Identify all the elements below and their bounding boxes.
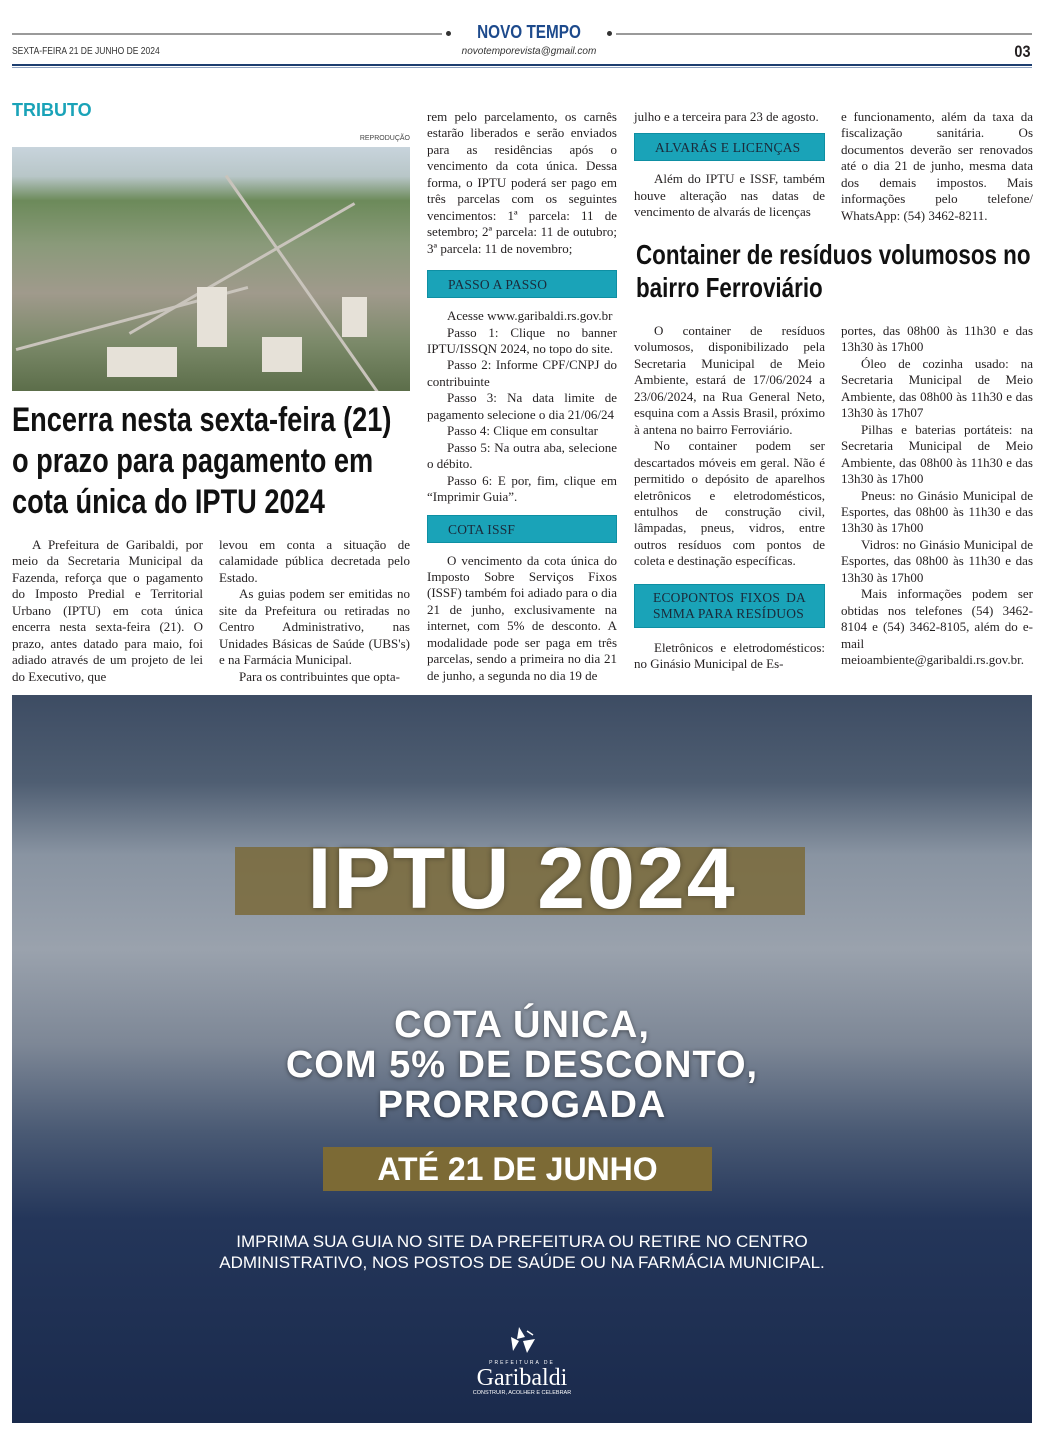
paragraph: Mais informações podem ser obtidas nos telefones (54) 3462-8104 e (54) 3462-8105, além do e-mail meioambiente@garibaldi.rs.gov.br. xyxy=(841,586,1033,668)
instructions-line-1: IMPRIMA SUA GUIA NO SITE DA PREFEITURA OU RETIRE NO CENTRO xyxy=(236,1232,808,1251)
article-column-1 xyxy=(12,537,203,685)
masthead: NOVO TEMPO xyxy=(477,22,581,42)
paragraph: Além do IPTU e ISSF, também houve alteração nas datas de vencimento de alvarás de licenças xyxy=(634,171,825,220)
ad-message xyxy=(12,1005,1032,1125)
paragraph: Para os contribuintes que opta- xyxy=(239,668,401,684)
article-column-2 xyxy=(219,537,410,685)
issue-date: SEXTA-FEIRA 21 DE JUNHO DE 2024 xyxy=(12,46,160,57)
aerial-city-photo xyxy=(12,147,410,391)
article-column-5-top xyxy=(841,109,1033,224)
paragraph: rem pelo parcelamento, os carnês estarão liberados e serão enviados para as residências após o vencimento da cota única. Dessa forma, o IPTU poderá ser pago em três parcelas com os seguintes vencimentos: 1ª parcela: 11 de setembro; 2ª parcela: 11 de outubro; 3ª parcela: 11 de novembro; xyxy=(427,109,617,256)
header-divider-thin xyxy=(12,67,1032,68)
photo-credit: REPRODUÇÃO xyxy=(359,135,410,142)
paragraph: Vidros: no Ginásio Municipal de Esportes, das 08h00 às 11h30 e das 13h30 às 17h00 xyxy=(841,536,1033,585)
ad-title: IPTU 2024 xyxy=(307,831,737,927)
logo-mark-icon xyxy=(505,1325,539,1355)
paragraph: julho e a terceira para 23 de agosto. xyxy=(634,109,819,124)
iptu-advertisement xyxy=(12,695,1032,1423)
article2-column-1 xyxy=(634,323,825,673)
logo-tagline: CONSTRUIR, ACOLHER E CELEBRAR xyxy=(472,1390,572,1396)
contact-email[interactable]: novotemporevista@gmail.com xyxy=(461,46,597,57)
paragraph: levou em conta a situação de calamidade pública decretada pelo Estado. xyxy=(219,537,410,585)
logo-name: Garibaldi xyxy=(476,1365,568,1391)
article-column-3 xyxy=(427,109,617,684)
section-label: TRIBUTO xyxy=(12,100,92,120)
logo-prefix: PREFEITURA DE xyxy=(489,1360,555,1366)
ad-line-3: PRORROGADA xyxy=(377,1084,667,1126)
header-divider xyxy=(12,64,1032,66)
subhead-ecopontos: ECOPONTOS FIXOS DA SMMA PARA RESÍDUOS xyxy=(634,584,825,628)
article2-headline: Container de resíduos volumosos no bairro Ferroviário xyxy=(636,239,1031,303)
paragraph: portes, das 08h00 às 11h30 e das 13h30 às 17h00 xyxy=(841,323,1033,355)
subhead-passo-a-passo: PASSO A PASSO xyxy=(427,270,617,298)
step: Passo 5: Na outra aba, selecione o débito. xyxy=(427,439,617,472)
paragraph: Pilhas e baterias portáteis: na Secretaria Municipal de Meio Ambiente, das 08h00 às 11h30 e das 13h30 às 17h00 xyxy=(841,421,1033,487)
step: Passo 6: E por, fim, clique em “Imprimir Guia”. xyxy=(427,472,617,505)
paragraph: A Prefeitura de Garibaldi, por meio da Secretaria Municipal da Fazenda, reforça que o pagamento do Imposto Predial e Territorial Urbano (IPTU) em cota única encerra nesta sexta-feira (21). O prazo, antes datado para maio, foi adiado através de um projeto de lei do Executivo, que xyxy=(12,537,203,684)
article-headline: Encerra nesta sexta-feira (21) o prazo para pagamento em cota única do IPTU 2024 xyxy=(12,401,392,521)
page-number: 03 xyxy=(1014,42,1031,61)
instructions-line-2: ADMINISTRATIVO, NOS POSTOS DE SAÚDE OU NA FARMÁCIA MUNICIPAL. xyxy=(219,1253,825,1272)
ad-line-2: COM 5% DE DESCONTO, xyxy=(285,1044,759,1086)
subhead-alvaras: ALVARÁS E LICENÇAS xyxy=(634,133,825,161)
paragraph: O vencimento da cota única do Imposto Sobre Serviços Fixos (ISSF) também foi adiado para o dia 21 de junho, exclusivamente na internet, com 5% de desconto. A modalidade pode ser paga em três parcelas, sendo a primeira no dia 21 de junho, a segunda no dia 19 de xyxy=(427,552,617,683)
subhead-cota-issf: COTA ISSF xyxy=(427,515,617,543)
step: Passo 3: Na data limite de pagamento selecione o dia 21/06/24 xyxy=(427,390,617,422)
ad-deadline: ATÉ 21 DE JUNHO xyxy=(323,1147,712,1191)
paragraph: Óleo de cozinha usado: na Secretaria Municipal de Meio Ambiente, das 08h00 às 11h30 e das 13h30 às 17h07 xyxy=(841,355,1033,421)
paragraph: Pneus: no Ginásio Municipal de Esportes, das 08h00 às 11h30 e das 13h30 às 17h00 xyxy=(841,487,1033,536)
step: Passo 1: Clique no banner IPTU/ISSQN 2024, no topo do site. xyxy=(427,324,617,356)
ad-instructions xyxy=(12,1231,1032,1273)
ad-line-1: COTA ÚNICA, xyxy=(394,1004,650,1046)
paragraph: No container podem ser descartados móveis em geral. Não é permitido o depósito de aparelhos eletrônicos e eletrodomésticos, entulhos de construção civil, lâmpadas, pneus, vidros, entre outros resíduos com pontos de coleta e destinação específicas. xyxy=(634,438,825,569)
paragraph: e funcionamento, além da taxa da fiscalização sanitária. Os documentos deverão ser renovados até o dia 21 de junho, mesma data dos demais impostos. Mais informações pelo telefone/ WhatsApp: (54) 3462-8211. xyxy=(841,109,1033,223)
paragraph: Eletrônicos e eletrodomésticos: no Ginásio Municipal de Es- xyxy=(634,639,825,672)
paragraph: As guias podem ser emitidas no site da Prefeitura ou retiradas no Centro Administrativo, nas Unidades Básicas de Saúde (UBS's) e na Farmácia Municipal. xyxy=(219,586,410,668)
step: Passo 4: Clique em consultar xyxy=(447,423,598,439)
article2-column-2 xyxy=(841,323,1033,669)
article-column-4-top xyxy=(634,109,825,221)
garibaldi-logo xyxy=(422,1325,622,1396)
step: Acesse www.garibaldi.rs.gov.br xyxy=(447,308,613,324)
step: Passo 2: Informe CPF/CNPJ do contribuinte xyxy=(427,357,617,389)
paragraph: O container de resíduos volumosos, disponibilizado pela Secretaria Municipal de Meio Ambiente, estará de 17/06/2024 a 23/06/2024, na Rua General Neto, esquina com a Assis Brasil, próximo à antena no bairro Ferroviário. xyxy=(634,323,825,437)
